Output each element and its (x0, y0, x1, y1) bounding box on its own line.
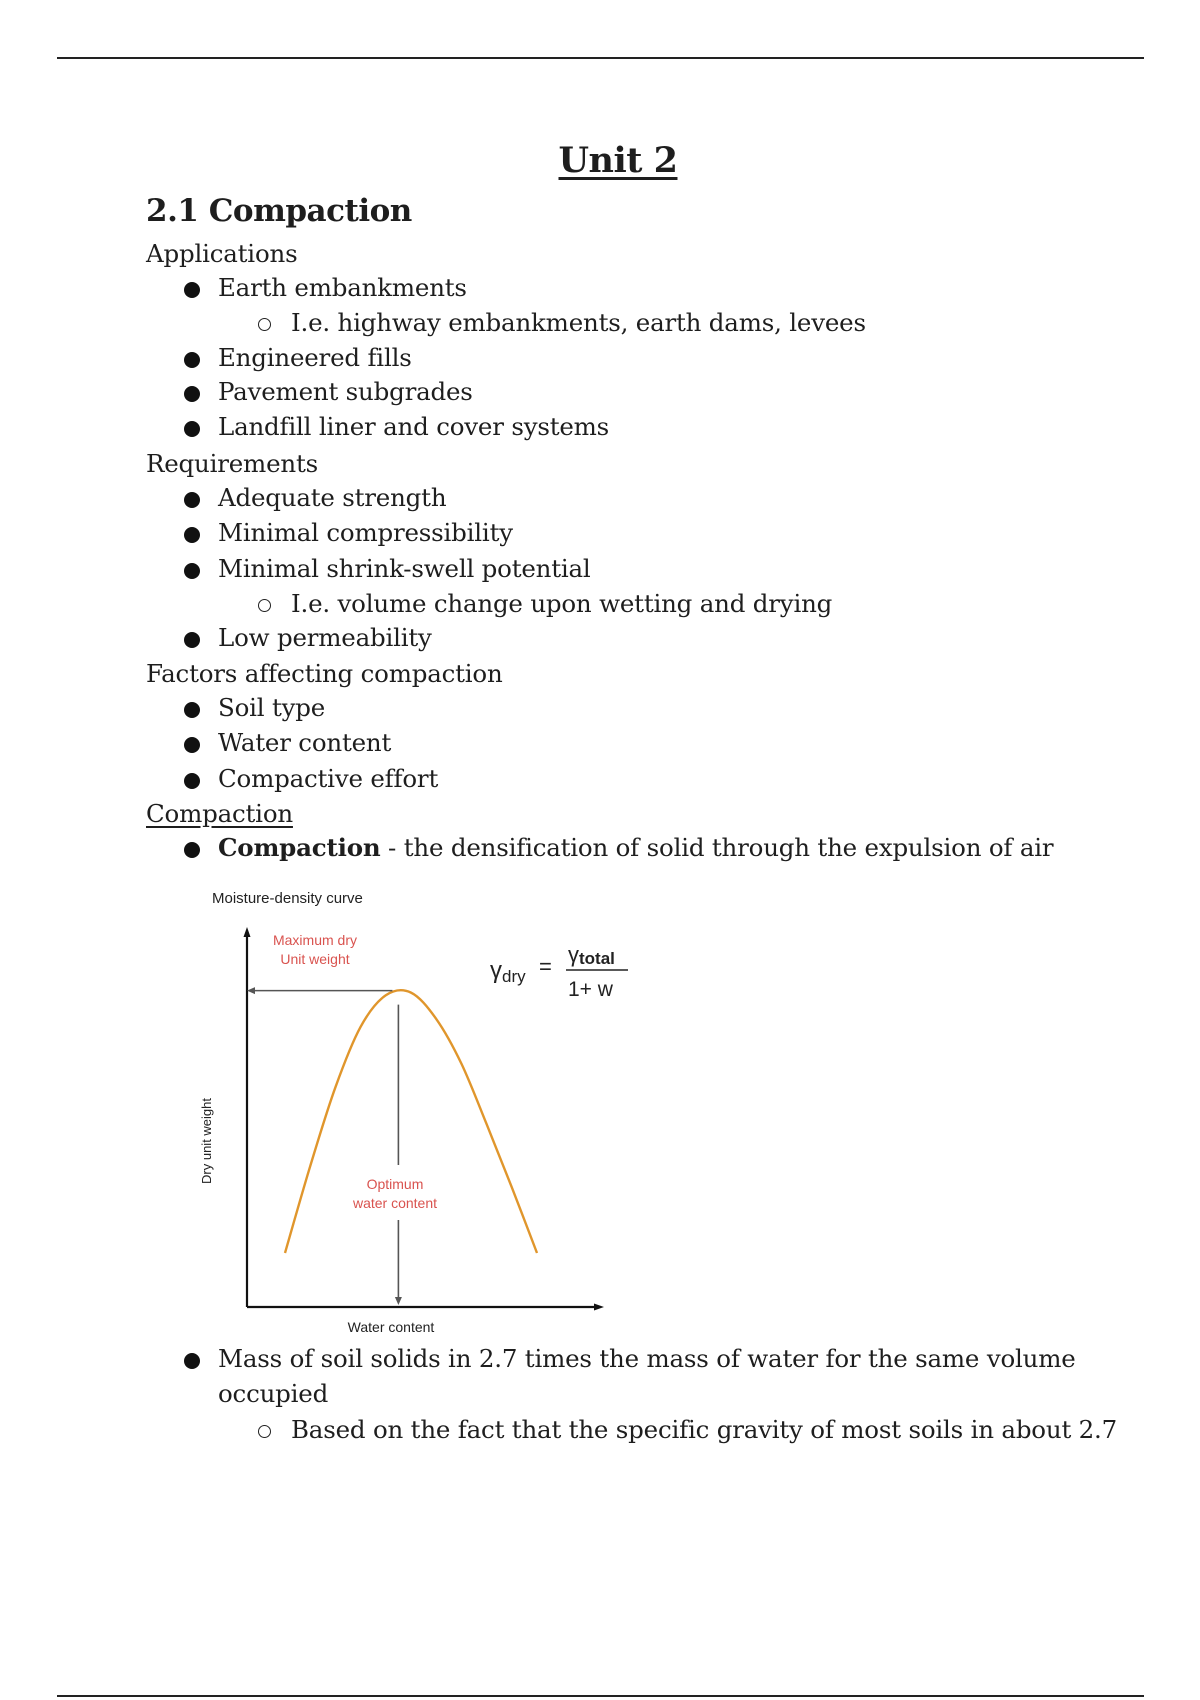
moisture-density-chart (185, 885, 655, 1340)
dry-unit-weight-formula (490, 942, 628, 1001)
list-item: Minimal shrink-swell potential (218, 554, 591, 583)
top-rule (57, 57, 1144, 59)
factors-label: Factors affecting compaction (146, 659, 503, 688)
optimum-arrow-icon (395, 1297, 402, 1305)
hollow-bullet-icon (258, 1425, 271, 1438)
list-item: Adequate strength (218, 483, 447, 512)
bullet-dot-icon (184, 737, 200, 753)
list-item: I.e. highway embankments, earth dams, levees (291, 308, 866, 337)
bullet-dot-icon (184, 386, 200, 402)
bullet-dot-icon (184, 632, 200, 648)
list-item: Earth embankments (218, 273, 467, 302)
list-item: Based on the fact that the specific gravity of most soils in about 2.7 (291, 1415, 1118, 1444)
bullet-dot-icon (184, 773, 200, 789)
bullet-dot-icon (184, 702, 200, 718)
list-item: Minimal compressibility (218, 518, 513, 547)
formula-gamma-dry: γdry (490, 957, 526, 986)
chart-title: Moisture-density curve (212, 890, 363, 907)
peak-label-line1: Maximum dry (272, 932, 358, 948)
list-item: Pavement subgrades (218, 377, 473, 406)
max-dry-arrow-icon (247, 987, 255, 994)
peak-label-line2: Unit weight (280, 951, 350, 967)
bullet-dot-icon (184, 527, 200, 543)
definition-text: - the densification of solid through the expulsion of air (380, 833, 1054, 862)
y-axis-label: Dry unit weight (199, 1098, 214, 1184)
y-axis-arrow-icon (244, 927, 251, 937)
x-axis-label: Water content (347, 1319, 435, 1335)
list-item-continuation: occupied (218, 1379, 329, 1408)
bullet-dot-icon (184, 282, 200, 298)
definition-item (218, 833, 1053, 862)
list-item: Water content (218, 728, 392, 757)
bottom-rule (57, 1695, 1144, 1697)
requirements-label: Requirements (146, 449, 318, 478)
bullet-dot-icon (184, 352, 200, 368)
list-item: Engineered fills (218, 343, 412, 372)
bullet-dot-icon (184, 1353, 200, 1369)
applications-label: Applications (146, 239, 298, 268)
bullet-dot-icon (184, 563, 200, 579)
optimum-label-line2: water content (352, 1195, 438, 1211)
formula-equals: = (539, 954, 552, 979)
hollow-bullet-icon (258, 318, 271, 331)
page-title: Unit 2 (558, 140, 678, 181)
section-heading: 2.1 Compaction (146, 193, 412, 229)
formula-denominator: 1+ w (568, 978, 613, 1001)
bullet-dot-icon (184, 842, 200, 858)
list-item: Soil type (218, 693, 326, 722)
list-item: Landfill liner and cover systems (218, 412, 610, 441)
moisture-density-curve (285, 990, 537, 1253)
list-item: Compactive effort (218, 764, 439, 793)
list-item: Low permeability (218, 623, 432, 652)
list-item: Mass of soil solids in 2.7 times the mass of water for the same volume (218, 1344, 1076, 1373)
compaction-label: Compaction (146, 799, 293, 828)
formula-numerator: γtotal (568, 942, 615, 968)
optimum-label-line1: Optimum (366, 1176, 424, 1192)
bullet-dot-icon (184, 492, 200, 508)
definition-term: Compaction (218, 833, 381, 862)
x-axis-arrow-icon (594, 1304, 604, 1311)
list-item: I.e. volume change upon wetting and drying (291, 589, 833, 618)
bullet-dot-icon (184, 421, 200, 437)
hollow-bullet-icon (258, 599, 271, 612)
